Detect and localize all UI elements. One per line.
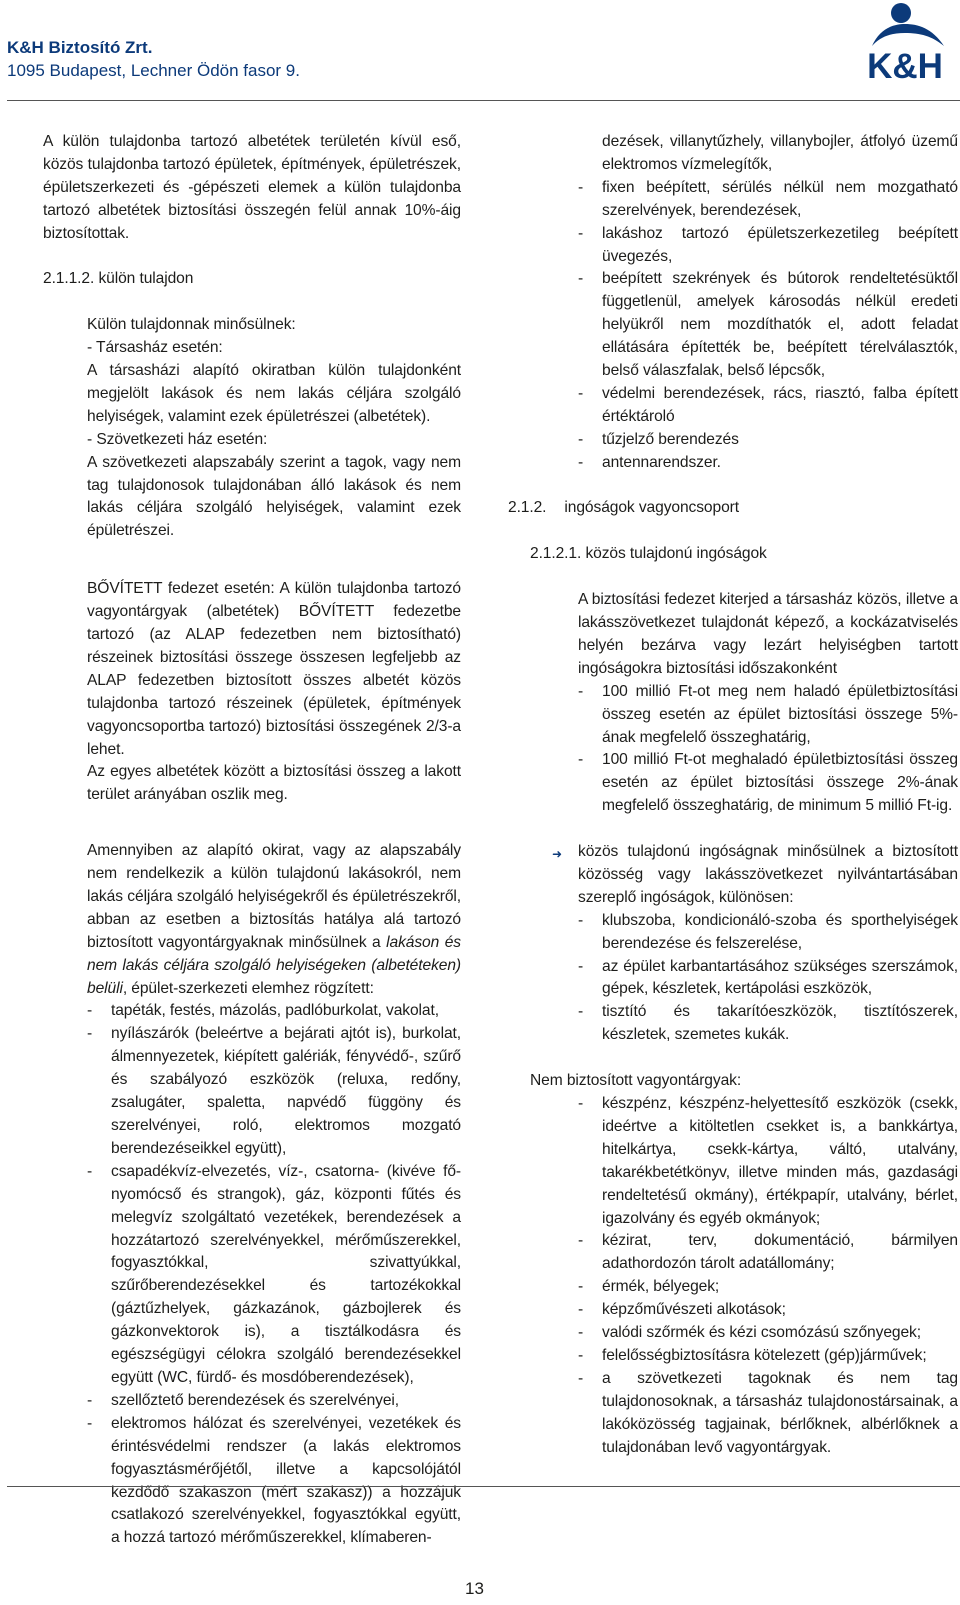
dash-marker: - (578, 1003, 584, 1021)
list-item: - tisztító és takarítóeszközök, tisztítószerek, készletek, szemetes kukák. (578, 1003, 958, 1044)
definition-intro: Külön tulajdonnak minősülnek: (87, 316, 296, 334)
dash-marker: - (578, 751, 584, 769)
header-rule (7, 100, 960, 101)
list-item: - tapéták, festés, mázolás, padlóburkolat, vakolat, (87, 1000, 461, 1023)
dash-marker: - (578, 1232, 584, 1250)
dash-marker: - (87, 1414, 93, 1432)
list-item: - lakáshoz tartozó épületszerkezetileg beépített üvegezés, (578, 224, 958, 265)
header-address: 1095 Budapest, Lechner Ödön fasor 9. (7, 61, 300, 80)
list-item: - készpénz, készpénz-helyettesítő eszközök (csekk, ideértve a kitöltetlen csekket is, a bankkártya, hitelkártya, csekk-kártya, váltó, utalvány, takarékbetétkönyv, illetve minden más, gazdasági rendeltetésű okmány), értékpapír, utalvány, bérlet, igazolvány és egyéb okmányok; (578, 1094, 958, 1227)
dash-marker: - (578, 1324, 584, 1342)
list-item: - a szövetkezeti tagoknak és nem tag tulajdonosoknak, a társasház tulajdonostársainak, a lakóközösség tagjainak, bérlőknek, albérlőknek a tulajdonában levő vagyontárgyak. (578, 1369, 958, 1456)
tarsashaz-text: A társasházi alapító okiratban külön tulajdonként megjelölt lakások és nem lakás céljára szolgáló helyiségek, valamint ezek épületrészei (albetétek). (87, 362, 461, 425)
footer-rule (7, 1486, 960, 1487)
list-item: - klubszoba, kondicionáló-szoba és sporthelyiségek berendezése és felszerelése, (578, 911, 958, 952)
arrow-icon: ➜ (552, 847, 562, 862)
arrow-paragraph: ➜ közös tulajdonú ingóságnak minősülnek a biztosított közösség vagy lakásszövetkezet nyilvántartásában szereplő ingóságok, különösen: (552, 843, 958, 906)
continuation-text: dezések, villanytűzhely, villanybojler, átfolyó üzemű elektromos vízmelegítők, (602, 133, 958, 173)
tarsashaz-label: - Társasház esetén: (87, 339, 223, 357)
list-item: - csapadékvíz-elvezetés, víz-, csatorna- (kivéve fő-nyomócső és strangok), gáz, központi fűtés és melegvíz szolgáltató vezetékek, berendezések a hozzátartozó szerelvényekkel, mérőműszerekkel, fogyasztókkal, szivattyúkkal, szűrőberendezésekkel és tartozékokkal (gáztűzhelyek, gázkazánok, gázbojlerek és gázkonvektorok is), a tisztálkodásra és egészségügyi célokra szolgáló berendezésekkel együtt (WC, fürdő- és mosdóberendezések), (87, 1162, 461, 1386)
dash-marker: - (578, 1301, 584, 1319)
list-item: - beépített szekrények és bútorok rendeltetésüktől függetlenül, amelyek károsodás nélkül eredeti helyükről nem mozdíthatók el, adott feladat ellátására építették be, beépített térelválasztók, belső válaszfalak, belső lépcsők, (578, 270, 958, 380)
dash-marker: - (578, 1278, 584, 1296)
kh-logo (852, 0, 958, 86)
dash-marker: - (578, 270, 584, 288)
dash-marker: - (578, 911, 584, 929)
amennyiben-text-b: , épület-szerkezeti elemhez rögzített: (122, 979, 374, 997)
list-item: - nyílászárók (beleértve a bejárati ajtót is), burkolat, álmennyezetek, kiépített galériák, fényvédő-, szűrő és szabályozó eszközök (reluxa, redőny, zsalugáter, spaletta, napvédő függöny és szerelvényei, roló, elektromos mozgató berendezéseikkel együtt), (87, 1025, 461, 1157)
right-column (508, 131, 958, 1459)
section-heading-2-1-2-1: 2.1.2.1. közös tulajdonú ingóságok (530, 545, 767, 563)
intro-paragraph: A külön tulajdonba tartozó albetétek területén kívül eső, közös tulajdonba tartozó épületek, építmények, épületrészek, épületszerkezeti és -gépészeti elemek a külön tulajdonba tartozó albetétek biztosítási összegén felül annak 10%-áig biztosítottak. (43, 133, 461, 242)
section-heading-2-1-1-2: 2.1.1.2. külön tulajdon (43, 270, 194, 288)
dash-marker: - (578, 1369, 584, 1387)
list-item: - szellőztető berendezések és szerelvényei, (87, 1390, 461, 1413)
dash-marker: - (87, 1002, 93, 1020)
list-item: - felelősségbiztosításra kötelezett (gép)járművek; (578, 1345, 958, 1368)
header-company: K&H Biztosító Zrt. (7, 38, 153, 57)
list-item: - az épület karbantartásához szükséges szerszámok, gépek, készletek, kertápolási eszközök, (578, 957, 958, 998)
albetet-paragraph: Az egyes albetétek között a biztosítási összeg a lakott terület arányában oszlik meg. (87, 763, 461, 804)
szovetkezeti-label: - Szövetkezeti ház esetén: (87, 430, 268, 448)
dash-marker: - (87, 1391, 93, 1409)
section-heading-2-1-2: 2.1.2. ingóságok vagyoncsoport (508, 499, 739, 517)
dash-marker: - (578, 1346, 584, 1364)
list-item: - érmék, bélyegek; (578, 1276, 958, 1299)
nem-biztositott-heading: Nem biztosított vagyontárgyak: (530, 1072, 742, 1090)
dash-marker: - (87, 1025, 93, 1043)
list-item: - valódi szőrmék és kézi csomózású szőnyegek; (578, 1322, 958, 1345)
dash-marker: - (578, 224, 584, 242)
list-item: - antennarendszer. (578, 452, 958, 475)
dash-marker: - (578, 384, 584, 402)
dash-marker: - (578, 1094, 584, 1112)
list-item: - elektromos hálózat és szerelvényei, vezetékek és érintésvédelmi rendszer (a lakás elektromos fogyasztásmérőjétől, illetve a kapcsolójától kezdődő szakaszon (mért szakasz)) a hozzájuk csatlakozó szerelvényekkel, fogyasztókkal együtt, a hozzá tartozó mérőműszerekkel, klímaberen- (87, 1414, 461, 1547)
amennyiben-text-a: Amennyiben az alapító okirat, vagy az alapszabály nem rendelkezik a külön tulajdonú lakásokról, nem lakás céljára szolgáló helyiségekről és épületrészekről, abban az esetben a biztosítás hatálya alá tartozó biztosított vagyontárgyaknak minősülnek a (87, 842, 461, 951)
szovetkezeti-text: A szövetkezeti alapszabály szerint a tagok, vagy nem tag tulajdonosok tulajdonában álló lakások és nem lakás céljára szolgáló helyiségek, valamint ezek épületrészei. (87, 453, 461, 540)
dash-marker: - (87, 1162, 93, 1180)
left-column (43, 131, 461, 1550)
page-number: 13 (465, 1579, 484, 1598)
list-item: - védelmi berendezések, rács, riasztó, falba épített értéktároló (578, 384, 958, 425)
list-item: - tűzjelző berendezés (578, 429, 958, 452)
dash-marker: - (578, 178, 584, 196)
kozos-paragraph: A biztosítási fedezet kiterjed a társasház közös, illetve a lakásszövetkezet tulajdonát képező, a kockázatviselés helyén bezárva vagy lezárt helyiségben tartott ingóságokra biztosítási időszakonként (578, 591, 958, 677)
bovitett-paragraph: BŐVÍTETT fedezet esetén: A külön tulajdonba tartozó vagyontárgyak (albetétek) BŐVÍTETT fedezetbe tartozó (az ALAP fedezetben nem biztosítható) részeinek biztosítási összege összesen legfeljebb az ALAP fedezetben biztosított összes albetét közös tulajdonba tartozó részeinek (épületek, építmények vagyoncsoportba tartozó) biztosítási összegének 2/3-a lehet. (87, 580, 461, 758)
list-item: - kézirat, terv, dokumentáció, bármilyen adathordozón tárolt adatállomány; (578, 1232, 958, 1273)
dash-marker: - (578, 430, 584, 448)
amennyiben-text-italic: lakáson és nem lakás céljára szolgáló helyiségeken (albetéteken) belüli (87, 933, 461, 997)
amennyiben-paragraph (87, 840, 461, 1000)
list-item: - 100 millió Ft-ot meghaladó épületbiztosítási összeg esetén az épület biztosítási összege 2%-ának megfelelő összeghatárig, de minimum 5 millió Ft-ig. (578, 751, 958, 815)
dash-marker: - (578, 453, 584, 471)
list-item: - 100 millió Ft-ot meg nem haladó épületbiztosítási összeg esetén az épület biztosítási összege 5%-ának megfelelő összeghatárig, (578, 682, 958, 746)
dash-marker: - (578, 957, 584, 975)
list-item: - képzőművészeti alkotások; (578, 1299, 958, 1322)
logo-text: K&H (867, 47, 943, 86)
list-item: - fixen beépített, sérülés nélkül nem mozgatható szerelvények, berendezések, (578, 178, 958, 219)
dash-marker: - (578, 682, 584, 700)
